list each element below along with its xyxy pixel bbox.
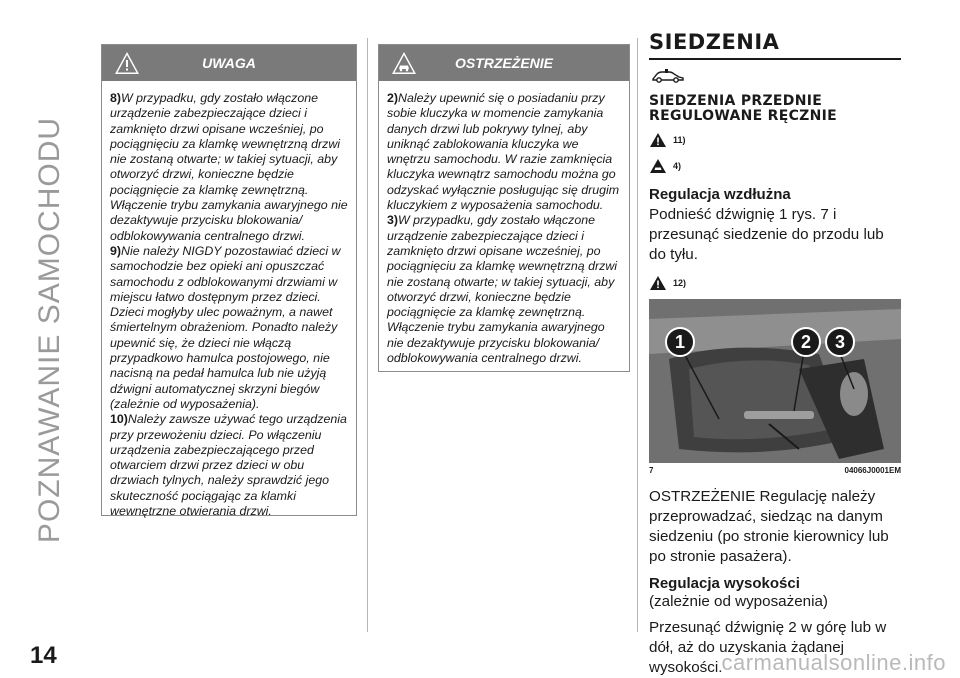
car-seat-icon xyxy=(651,66,901,84)
ref-warning: 11) xyxy=(649,130,901,150)
section-title: SIEDZENIA xyxy=(649,30,901,60)
figure-code: 04066J0001EM xyxy=(844,466,901,475)
subsection-title: SIEDZENIA PRZEDNIE REGULOWANE RĘCZNIE xyxy=(649,93,837,124)
warning-triangle-icon xyxy=(114,51,140,75)
ref-caution: 4) xyxy=(649,156,901,176)
height-note: (zależnie od wyposażenia) xyxy=(649,593,828,610)
seats-section xyxy=(649,30,901,678)
uwaga-paragraph: 9)Nie należy NIGDY pozostawiać dzieci w samochodzie bez opieki ani opuszczać samochodu z odblokowanymi drzwiami w miejscu łatwo dostępnym przez dzieci. Dzieci mogłyby ulec poważnym, a nawet śmiertelnym obrażeniom. Ponadto należy upewnić się, że dzieci nie włączą przypadkowo hamulca postojowego, nie nacisną na pedał hamulca lub nie użyją dźwigni automatycznej skrzyni biegów (zależnie od wyposażenia). xyxy=(110,243,341,411)
callout-2: 2 xyxy=(791,327,821,357)
longitudinal-heading: Regulacja wzdłużna xyxy=(649,186,791,203)
adjustment-warning: OSTRZEŻENIE Regulację należy przeprowadzać, siedząc na danym siedzeniu (po stronie kierownicy lub po stronie pasażera). xyxy=(649,488,889,565)
column-divider xyxy=(367,38,368,632)
car-warning-icon xyxy=(391,51,417,75)
figure-caption xyxy=(649,466,901,475)
height-heading: Regulacja wysokości xyxy=(649,575,800,592)
page-number: 14 xyxy=(30,642,57,669)
uwaga-paragraph: 8)W przypadku, gdy zostało włączone urządzenie zabezpieczające dzieci i zamknięto drzwi opisane wcześniej, po pociągnięciu za klamkę wewnętrzną drzwi nie zostaną otwarte; w takiej sytuacji, aby otworzyć drzwi, konieczne będzie pociągnięcie za klamkę zewnętrzną. Włączenie trybu zamykania awaryjnego nie dezaktywuje przycisku blokowania/ odblokowywania centralnego drzwi. xyxy=(110,91,348,243)
figure-number: 7 xyxy=(649,466,654,475)
warning-triangle-icon xyxy=(649,132,667,148)
ostrzezenie-box xyxy=(378,44,630,372)
seat-illustration xyxy=(649,299,901,463)
uwaga-box xyxy=(101,44,357,519)
ostrzezenie-paragraph: 2)Należy upewnić się o posiadaniu przy sobie kluczyka w momencie zamykania danych drzwi lub pokrywy tylnej, aby uniknąć zablokowania kluczyka we wnętrzu samochodu. W razie zamknięcia kluczyka wewnątrz samochodu można go odzyskać wyłącznie posługując się drugim kluczykiem z wyposażenia samochodu. xyxy=(387,91,620,213)
uwaga-header xyxy=(102,45,356,81)
ostrzezenie-header xyxy=(379,45,629,81)
ostrzezenie-paragraph: 3)W przypadku, gdy zostało włączone urządzenie zabezpieczające dzieci i zamknięto drzwi opisane wcześniej, po pociągnięciu za klamkę wewnętrzną drzwi nie zostaną otwarte; w takiej sytuacji, aby otworzyć drzwi, konieczne będzie pociągnięcie za klamkę zewnętrzną. Włączenie trybu zamykania awaryjnego nie dezaktywuje przycisku blokowania/ odblokowywania centralnego drzwi. xyxy=(387,213,618,366)
uwaga-paragraph: 10)Należy zawsze używać tego urządzenia przy przewożeniu dzieci. Po włączeniu urządzenia zabezpieczającego przed otwarciem drzwi przez dzieci w obu drzwiach tylnych, należy sprawdzić jego skuteczność pociągając za klamki wewnętrzne otwierania drzwi. xyxy=(110,412,347,519)
longitudinal-text: Podnieść dźwignię 1 rys. 7 i przesunąć siedzenie do przodu lub do tyłu. xyxy=(649,206,884,263)
seat-photo xyxy=(649,299,901,463)
callout-3: 3 xyxy=(825,327,855,357)
warning-triangle-icon xyxy=(649,275,667,291)
chapter-title: POZNAWANIE SAMOCHODU xyxy=(33,116,66,544)
ostrzezenie-title: OSTRZEŻENIE xyxy=(454,55,553,71)
height-text: Przesunąć dźwignię 2 w górę lub w dół, aż do uzyskania żądanej wysokości. xyxy=(649,619,887,676)
uwaga-title: UWAGA xyxy=(202,55,256,71)
ref-warning: 12) xyxy=(649,273,901,293)
callout-1: 1 xyxy=(665,327,695,357)
car-warning-icon xyxy=(649,158,667,174)
watermark: carmanualsonline.info xyxy=(721,650,946,675)
column-divider xyxy=(637,38,638,632)
